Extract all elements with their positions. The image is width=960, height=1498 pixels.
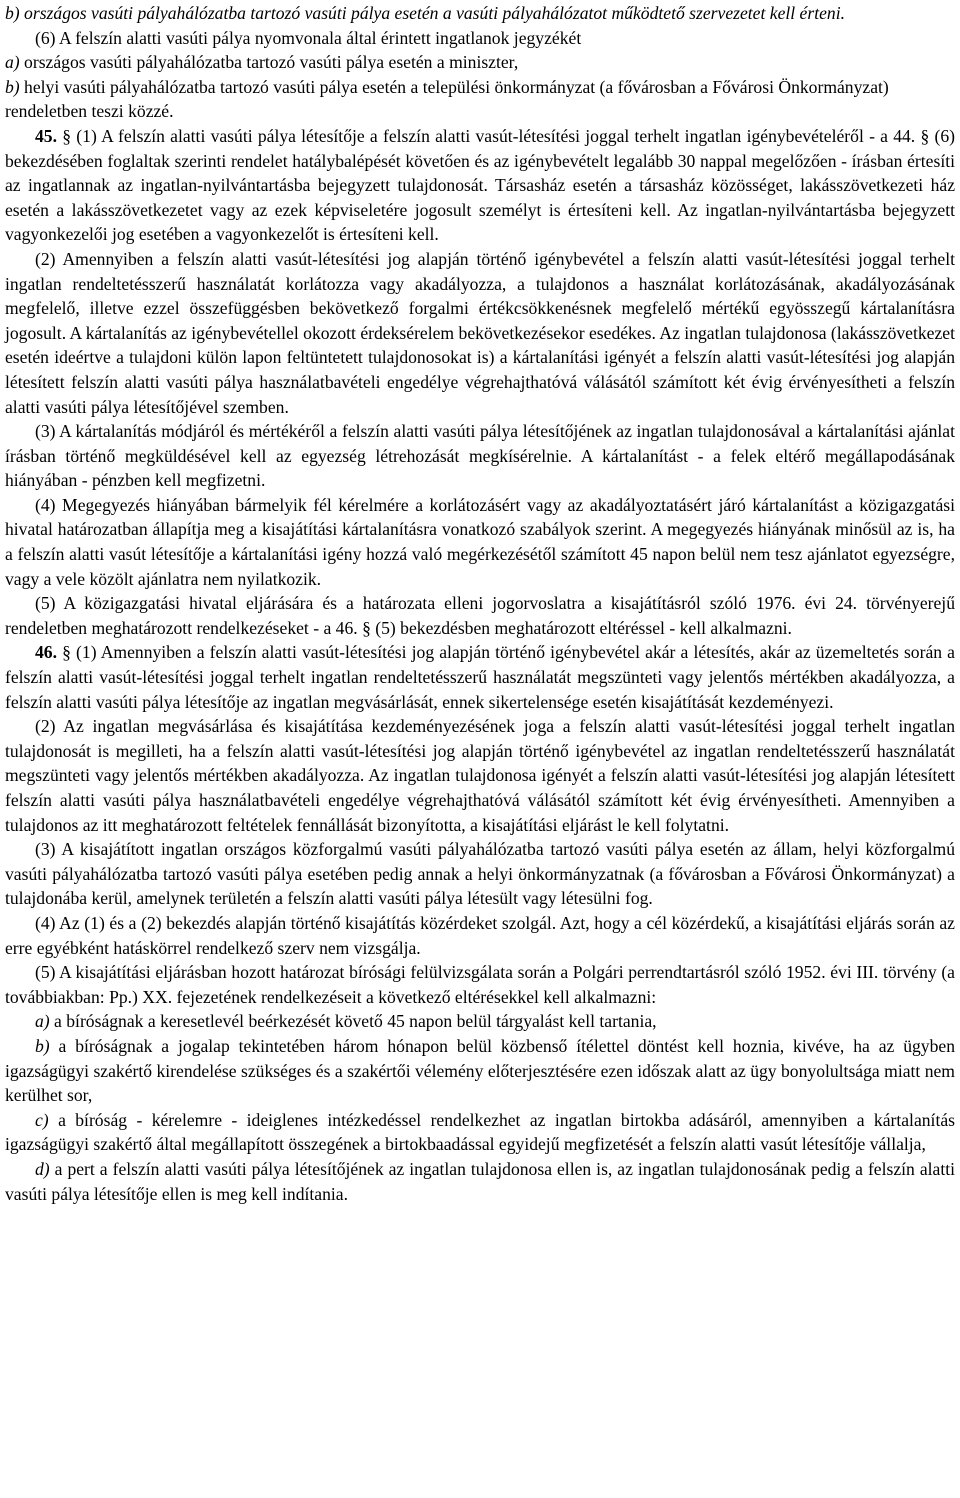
paragraph-sign-link[interactable]: § [920,125,930,146]
paragraph [5,493,955,591]
paragraph-sign-link[interactable]: § [62,642,71,663]
list-item [5,1157,955,1206]
paragraph-text: a bíróságnak a keresetlevél beérkezését követő 45 napon belül tárgyalást kell tartania, [49,1011,657,1032]
list-marker: c) [35,1109,49,1130]
list-marker: a) [35,1011,50,1032]
paragraph-text: (6) A felszín alatti vasúti pálya nyomvonala által érintett ingatlanok jegyzékét [35,27,582,48]
section-number: 45. [35,125,57,146]
paragraph-sign-link[interactable]: § [62,125,72,146]
paragraph-text: helyi vasúti pályahálózatba tartozó vasúti pálya esetén a települési önkormányzat (a fővárosban a Fővárosi Önkormányzat) [19,76,889,97]
paragraph-text: (3) A kisajátított ingatlan országos közforgalmú vasúti pályahálózatba tartozó vasúti pálya esetén az állam, helyi közforgalmú vasúti pályahálózatba tartozó vasúti pálya esetében pedig annak a helyi önkormányzatnak (a fővárosban a Fővárosi Önkormányzat) a tulajdonába kerül, amelynek területén a felszín alatti vasúti pálya létesült vagy létesülni fog. [5,839,955,909]
paragraph-text: (4) Megegyezés hiányában bármelyik fél kérelmére a korlátozásért vagy az akadályoztatásért járó kártalanítást a közigazgatási hivatal határozatban állapítja meg a kisajátítási kártalanításra vonatkozó szabályok szerint. A megegyezés hiányának minősül az is, ha a felszín alatti vasút létesítője a kártalanítási igény hozzá való megérkezésétől számított 45 napon belül nem tesz ajánlatot egyezségre, vagy a vele közölt ajánlatra nem nyilatkozik. [5,494,955,589]
paragraph [5,50,955,75]
paragraph-text: (1) Amennyiben a felszín alatti vasút-létesítési jog alapján történő igénybevétel akár a létesítés, akár az üzemeltetés során a felszín alatti vasút-létesítési joggal terhelt ingatlan rendeltetésszerű használatát megszünteti vagy jelentős mértékben akadályozza, a felszín alatti vasúti pálya létesítője az ingatlan megvásárlását, ennek sikertelensége esetén kisajátítását kezdeményezi. [5,642,955,712]
paragraph-text: (6) bekezdésében foglaltak szerinti rendelet hatálybalépését követően és az igénybevételt legalább 30 nappal megelőzően - írásban értesíti az ingatlannak az ingatlan-nyilvántartásba bejegyzett tulajdonosát. Társasház esetén a társasház közösséget, lakásszövetkezeti ház esetén a lakásszövetkezetet vagy az ezek képviseletére jogosult személyt is értesíteni kell. Az ingatlan-nyilvántartásba bejegyzett vagyonkezelői jog esetében a vagyonkezelőt is értesíteni kell. [5,125,955,245]
paragraph [5,837,955,911]
list-item [5,1108,955,1157]
paragraph-text: országos vasúti pályahálózatba tartozó vasúti pálya esetén a vasúti pályahálózatot működtető szervezetet kell érteni. [19,3,845,23]
paragraph-text: (5) A közigazgatási hivatal eljárására és a határozata elleni jogorvoslatra a kisajátításról szóló 1976. évi 24. törvényerejű rendeletben meghatározott rendelkezéseket - a 46. [5,593,955,638]
section-45 [5,124,955,247]
paragraph [5,75,955,100]
list-marker: a) [5,52,20,73]
paragraph-text: (1) A felszín alatti vasúti pálya létesítője a felszín alatti vasút-létesítési joggal terhelt ingatlan igénybevételéről - a 44. [71,125,921,146]
paragraph-text: (5) bekezdésben meghatározott eltéréssel - kell alkalmazni. [370,617,792,638]
paragraph [5,911,955,960]
paragraph-text: rendeletben teszi közzé. [5,101,174,122]
list-marker: b) [35,1035,50,1056]
paragraph-text: (4) Az (1) és a (2) bekezdés alapján történő kisajátítás közérdeket szolgál. Azt, hogy a cél közérdekű, a kisajátítási eljárás során az erre egyébként hatáskörrel rendelkező szerv nem vizsgálja. [5,912,955,958]
paragraph-text: országos vasúti pályahálózatba tartozó vasúti pálya esetén a miniszter, [19,52,519,73]
paragraph-text: (5) A kisajátítási eljárásban hozott határozat bírósági felülvizsgálata során a Polgári perrendtartásról szóló 1952. évi III. törvény (a továbbiakban: Pp.) XX. fejezetének rendelkezéseit a következő eltérésekkel kell alkalmazni: [5,962,955,1007]
paragraph-text: (2) Amennyiben a felszín alatti vasút-létesítési jog alapján történő igénybevétel a felszín alatti vasút-létesítési joggal terhelt ingatlan rendeltetésszerű használatát korlátozza vagy akadályozza, a tulajdonos a használat korlátozásának, akadályozásának megfelelő, illetve ezzel összefüggésben bekövetkező forgalmi értékcsökkenésnek megfelelő mértékű egyösszegű kártalanításra jogosult. A kártalanítás az igénybevétellel okozott érdeksérelem bekövetkezésekor esedékes. Az ingatlan tulajdonosa (lakásszövetkezet esetén ideértve a tulajdoni külön lapon feltüntetett tulajdonosokat is) a kártalanítási igényét a felszín alatti vasút-létesítési jog alapján létesített felszín alatti vasúti pálya használatbavételi engedélye végrehajthatóvá válásától számított két évig érvényesítheti a felszín alatti vasúti pálya létesítőjével szemben. [5,248,955,417]
paragraph-text: a bíróság - kérelemre - ideiglenes intézkedéssel rendelkezhet az ingatlan birtokba adásáról, amennyiben a kártalanítás igazságügyi szakértő által megállapított összegének a birtokbaadással egyidejű megfizetését a felszín alatti vasút létesítője vállalja, [5,1109,955,1155]
paragraph-text: (2) Az ingatlan megvásárlása és kisajátítása kezdeményezésének joga a felszín alatti vasút-létesítési joggal terhelt ingatlan tulajdonosát is megilleti, ha a felszín alatti vasút-létesítési jog alapján történő igénybevétel az ingatlan rendeltetésszerű használatát megszünteti vagy jelentős mértékben akadályozza. Az ingatlan tulajdonosa igényét a felszín alatti vasút-létesítési jog alapján létesített felszín alatti vasúti pálya használatbavételi engedélye végrehajthatóvá válásától számított két évig érvényesítheti. Amennyiben a tulajdonos az itt meghatározott feltételek fennállását bizonyította, a kisajátítási eljárást le kell folytatni. [5,716,955,835]
paragraph-text: a pert a felszín alatti vasúti pálya létesítőjének az ingatlan tulajdonosa ellen is, az ingatlan tulajdonosának pedig a felszín alatti vasúti pálya létesítője ellen is meg kell indítania. [5,1158,955,1204]
paragraph [5,591,955,640]
paragraph-sign-link[interactable]: § [362,617,371,638]
list-item [5,1034,955,1108]
paragraph-text: a bíróságnak a jogalap tekintetében három hónapon belül közbenső ítélettel döntést kell hoznia, kivéve, ha az ügyben igazságügyi szakértő kirendelése szükséges és a szakértői vélemény előterjesztésére ezen időszak alatt az ügy bonyolultsága miatt nem kerülhet sor, [5,1035,955,1106]
paragraph [5,247,955,419]
list-item [5,1009,955,1034]
paragraph [5,419,955,493]
section-46 [5,640,955,714]
paragraph [5,26,955,51]
section-number: 46. [35,642,57,663]
paragraph [5,960,955,1009]
list-marker: b) [5,3,20,23]
list-marker: d) [35,1158,50,1179]
paragraph [5,1,955,26]
list-marker: b) [5,76,20,97]
paragraph [5,99,955,124]
paragraph-text: (3) A kártalanítás módjáról és mértékéről a felszín alatti vasúti pálya létesítőjének az ingatlan tulajdonosával a kártalanítási ajánlat írásban történő megküldésével kell az egyezség létrehozását megkísérelnie. A kártalanítást - a felek eltérő megállapodásának hiányában - pénzben kell megfizetni. [5,421,955,491]
paragraph [5,714,955,837]
